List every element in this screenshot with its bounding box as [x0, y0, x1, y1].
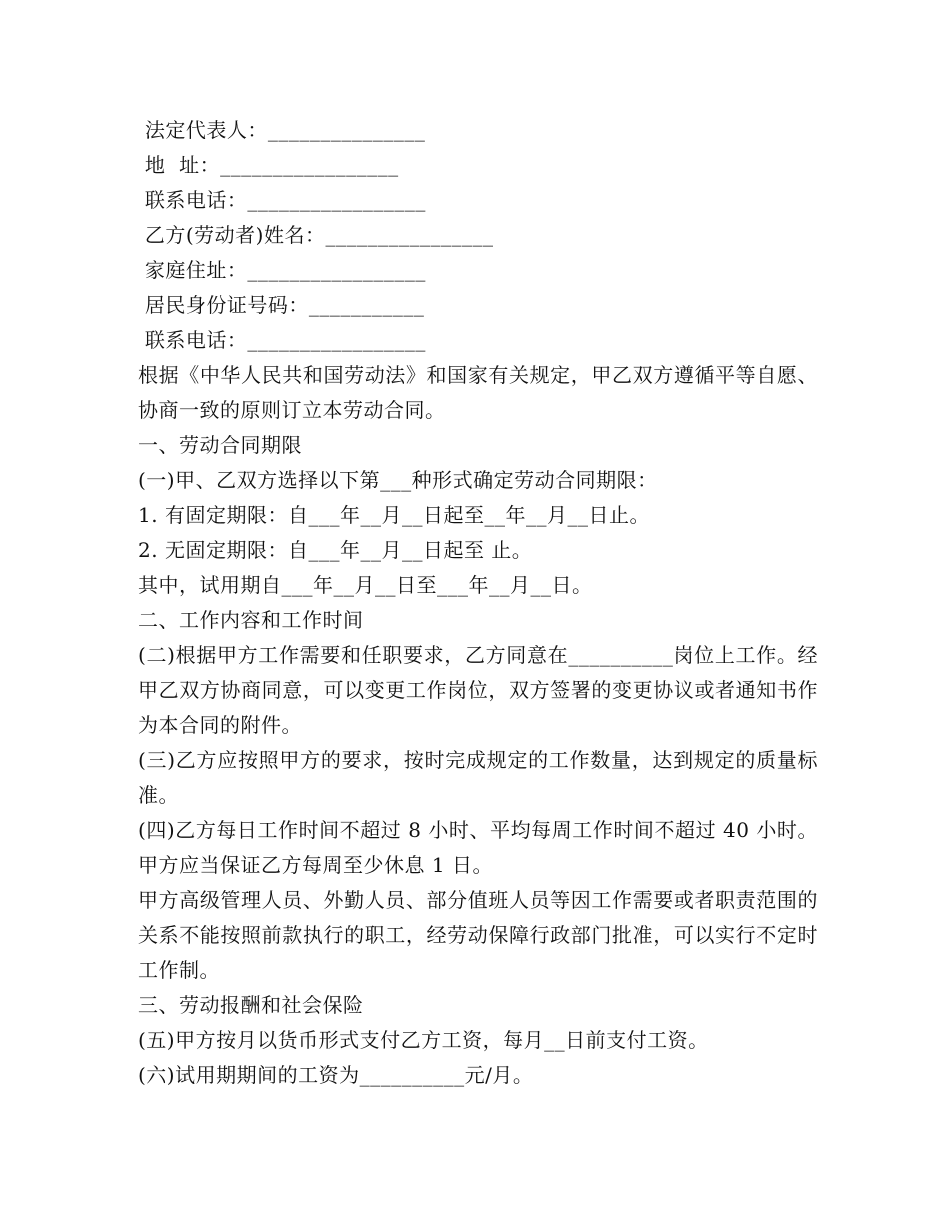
address-line: 地 址：_________________ — [138, 153, 399, 177]
clause-6-probation-salary: (六)试用期期间的工资为__________元/月。 — [138, 1063, 534, 1087]
home-address-line: 家庭住址：_________________ — [138, 258, 426, 282]
clause-3-quality: (三)乙方应按照甲方的要求，按时完成规定的工作数量，达到规定的质量标准。 — [138, 748, 818, 807]
option-fixed-term: 1. 有固定期限：自___年__月__日起至__年__月__日止。 — [138, 503, 650, 527]
document-body — [138, 113, 818, 1093]
legal-representative-line: 法定代表人：_______________ — [138, 118, 426, 142]
clause-5-payment: (五)甲方按月以货币形式支付乙方工资，每月__日前支付工资。 — [138, 1028, 709, 1052]
probation-period: 其中，试用期自___年__月__日至___年__月__日。 — [138, 573, 593, 597]
section-heading-remuneration: 三、劳动报酬和社会保险 — [138, 993, 364, 1017]
clause-2-position: (二)根据甲方工作需要和任职要求，乙方同意在__________岗位上工作。经甲乙双方协商同意，可以变更工作岗位，双方签署的变更协议或者通知书作为本合同的附件。 — [138, 643, 818, 737]
party-a-phone-line: 联系电话：_________________ — [138, 188, 426, 212]
clause-4-working-hours: (四)乙方每日工作时间不超过 8 小时、平均每周工作时间不超过 40 小时。甲方应当保证乙方每周至少休息 1 日。 — [138, 818, 818, 877]
section-heading-work-content: 二、工作内容和工作时间 — [138, 608, 364, 632]
preamble-paragraph: 根据《中华人民共和国劳动法》和国家有关规定，甲乙双方遵循平等自愿、协商一致的原则订立本劳动合同。 — [138, 363, 818, 422]
flexible-hours-paragraph: 甲方高级管理人员、外勤人员、部分值班人员等因工作需要或者职责范围的关系不能按照前款执行的职工，经劳动保障行政部门批准，可以实行不定时工作制。 — [138, 888, 818, 982]
party-b-name-line: 乙方(劳动者)姓名：________________ — [138, 223, 494, 247]
section-heading-contract-term: 一、劳动合同期限 — [138, 433, 302, 457]
clause-1-term-choice: (一)甲、乙双方选择以下第___种形式确定劳动合同期限： — [138, 468, 658, 492]
option-open-term: 2. 无固定期限：自___年__月__日起至 止。 — [138, 538, 533, 562]
party-b-phone-line: 联系电话：_________________ — [138, 328, 426, 352]
id-number-line: 居民身份证号码：___________ — [138, 293, 425, 317]
